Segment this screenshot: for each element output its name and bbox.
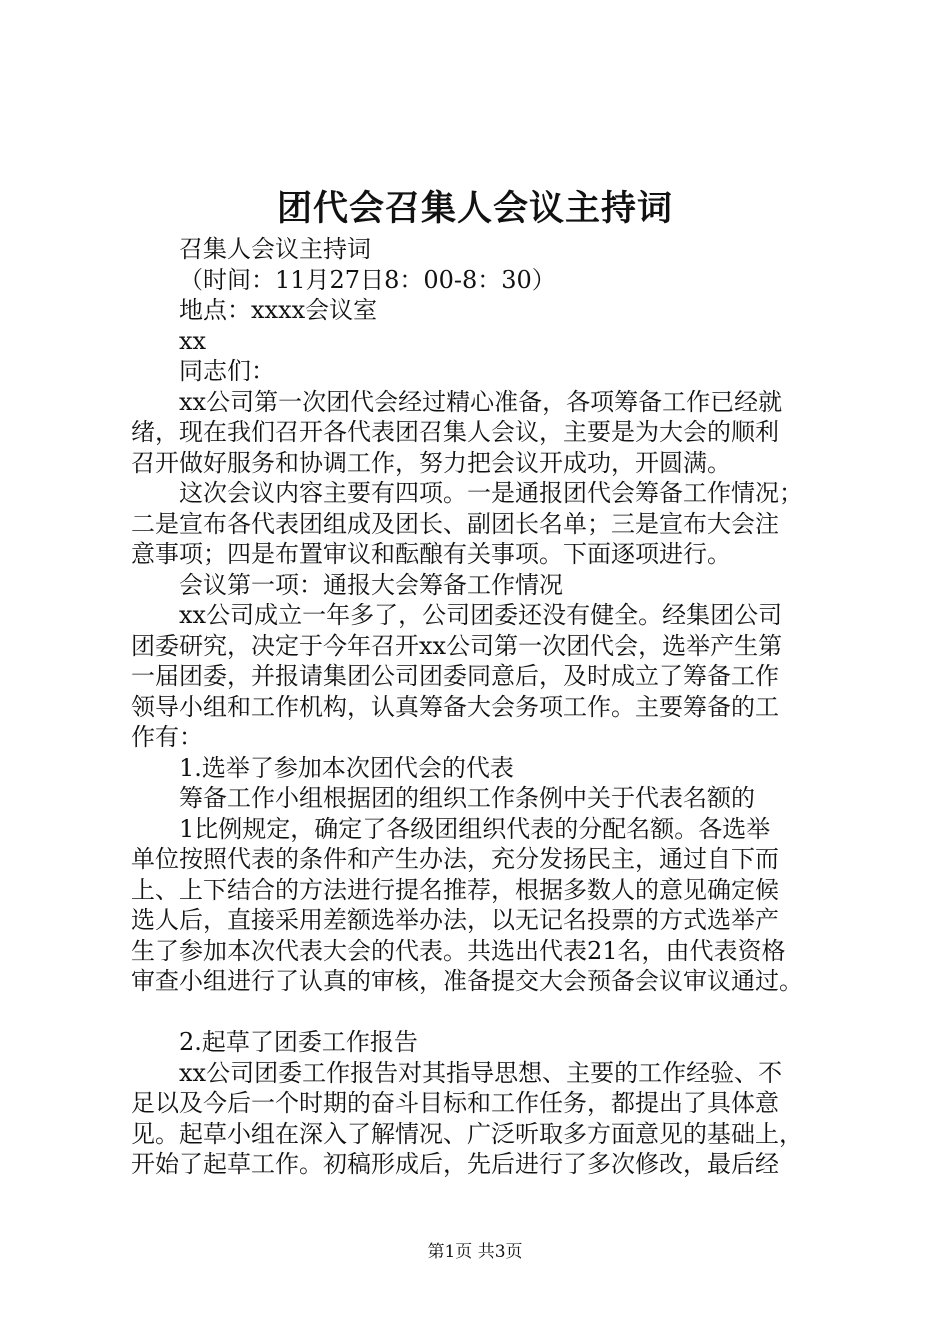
body-line: 筹备工作小组根据团的组织工作条例中关于代表名额的 <box>179 784 755 812</box>
body-line: 审查小组进行了认真的审核，准备提交大会预备会议审议通过。 <box>131 967 803 995</box>
body-line: 地点：xxxx会议室 <box>179 296 378 324</box>
body-line: 见。起草小组在深入了解情况、广泛听取多方面意见的基础上， <box>131 1119 803 1148</box>
body-line: 召开做好服务和协调工作，努力把会议开成功，开圆满。 <box>131 448 731 477</box>
body-line: 选人后，直接采用差额选举办法，以无记名投票的方式选举产 <box>131 906 779 934</box>
body-line: xx公司成立一年多了，公司团委还没有健全。经集团公司 <box>179 601 783 629</box>
document-body <box>131 234 853 1180</box>
body-line: 上、上下结合的方法进行提名推荐，根据多数人的意见确定候 <box>131 875 779 904</box>
body-line: 会议第一项：通报大会筹备工作情况 <box>179 570 563 599</box>
body-line: 单位按照代表的条件和产生办法，充分发扬民主，通过自下而 <box>131 845 779 873</box>
body-line: 领导小组和工作机构，认真筹备大会务项工作。主要筹备的工 <box>131 692 779 721</box>
body-line: 绪，现在我们召开各代表团召集人会议，主要是为大会的顺利 <box>131 418 779 446</box>
body-line: 1.选举了参加本次团代会的代表 <box>179 753 514 782</box>
body-line: xx公司团委工作报告对其指导思想、主要的工作经验、不 <box>179 1058 783 1087</box>
body-line: 1比例规定，确定了各级团组织代表的分配名额。各选举 <box>179 814 771 843</box>
body-line: 意事项；四是布置审议和酝酿有关事项。下面逐项进行。 <box>131 540 731 568</box>
body-line: 作有： <box>131 723 203 751</box>
page-footer: 第1页 共3页 <box>427 1242 523 1262</box>
body-line <box>131 997 853 1028</box>
body-line: 团委研究，决定于今年召开xx公司第一次团代会，选举产生第 <box>131 631 783 660</box>
document-title: 团代会召集人会议主持词 <box>276 188 673 229</box>
body-line: 召集人会议主持词 <box>179 235 371 263</box>
body-line: 2.起草了团委工作报告 <box>179 1028 418 1056</box>
body-line: 这次会议内容主要有四项。一是通报团代会筹备工作情况； <box>179 479 803 507</box>
body-line: xx <box>179 326 207 355</box>
body-line: 足以及今后一个时期的奋斗目标和工作任务，都提出了具体意 <box>131 1089 779 1117</box>
body-line: xx公司第一次团代会经过精心准备，各项筹备工作已经就 <box>179 387 783 416</box>
body-line: 生了参加本次代表大会的代表。共选出代表21名，由代表资格 <box>131 936 786 965</box>
body-line: 同志们： <box>179 357 275 385</box>
body-line: 二是宣布各代表团组成及团长、副团长名单；三是宣布大会注 <box>131 509 779 538</box>
body-line: 一届团委，并报请集团公司团委同意后，及时成立了筹备工作 <box>131 662 779 690</box>
body-line: （时间：11月27日8：00-8：30） <box>179 265 556 294</box>
body-line: 开始了起草工作。初稿形成后，先后进行了多次修改，最后经 <box>131 1150 779 1178</box>
